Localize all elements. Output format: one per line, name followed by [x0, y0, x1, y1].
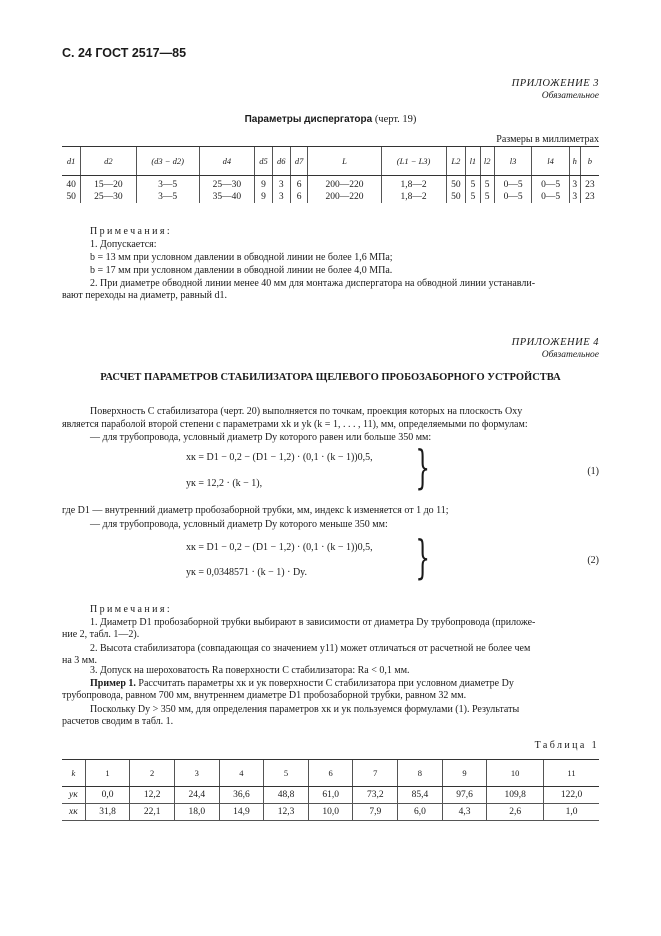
column-header: 1 — [85, 760, 130, 787]
table-cell: 23 — [580, 176, 599, 192]
example-bold: Пример 1. — [90, 678, 136, 689]
table-cell: 7,9 — [353, 804, 398, 821]
table-cell: 200—220 — [308, 191, 381, 203]
formula-2b: yк = 0,0348571 · (k − 1) · Dy. — [186, 567, 308, 578]
table-row-xk — [62, 804, 599, 821]
table-cell: 61,0 — [308, 787, 353, 804]
equation-number-1: (1) — [587, 466, 599, 477]
example-2-line1: Поскольку Dy > 350 мм, для определения параметров xк и yк пользуемся формулами (1). Результаты — [90, 704, 520, 715]
table-cell: 1,0 — [544, 804, 600, 821]
note-1-line2: ние 2, табл. 1—2). — [62, 629, 140, 640]
table1-label: Таблица 1 — [534, 740, 599, 751]
example-1 — [90, 677, 514, 690]
note-2-line2: на 3 мм. — [62, 655, 97, 666]
table-cell: 6 — [290, 176, 308, 192]
table-cell: 5 — [466, 176, 480, 192]
table-cell: 0—5 — [532, 176, 570, 192]
row-label: yк — [62, 787, 85, 804]
table-cell: 12,2 — [130, 787, 175, 804]
note-1b: b = 17 мм при условном давлении в обводной линии не более 4,0 МПа. — [90, 265, 393, 276]
table-cell: 5 — [480, 176, 494, 192]
column-header: 4 — [219, 760, 264, 787]
para1-line3: — для трубопровода, условный диаметр Dy которого равен или больше 350 мм: — [90, 432, 432, 443]
table-cell: 35—40 — [199, 191, 254, 203]
table-cell: 24,4 — [174, 787, 219, 804]
column-header: 11 — [544, 760, 600, 787]
table-header-row — [62, 147, 599, 176]
para1-line2: является параболой второй степени с параметрами xk и yk (k = 1, . . . , 11), мм, определяемыми по формулам: — [62, 419, 528, 430]
table-cell: 3 — [272, 191, 290, 203]
column-header: 5 — [264, 760, 309, 787]
appendix3-title: ПРИЛОЖЕНИЕ 3 — [511, 78, 599, 89]
table-cell: 6 — [290, 191, 308, 203]
table-cell: 3 — [569, 191, 580, 203]
table-cell: 1,8—2 — [381, 191, 446, 203]
table-cell: 25—30 — [199, 176, 254, 192]
appendix3-heading — [512, 78, 599, 102]
table-cell: 15—20 — [81, 176, 136, 192]
notes-title: Примечания: — [90, 226, 173, 237]
column-header: l1 — [466, 147, 480, 176]
table-cell: 25—30 — [81, 191, 136, 203]
para1-line1: Поверхность C стабилизатора (черт. 20) выполняется по точкам, проекция которых на плоскость Oxy — [90, 406, 523, 417]
table-cell: 9 — [255, 176, 273, 192]
appendix3-notes — [90, 225, 535, 290]
table-cell: 0,0 — [85, 787, 130, 804]
caption-ref: (черт. 19) — [374, 114, 417, 125]
page-header: С. 24 ГОСТ 2517—85 — [62, 46, 187, 60]
table-cell: 22,1 — [130, 804, 175, 821]
column-header: d2 — [81, 147, 136, 176]
table-cell: 85,4 — [398, 787, 443, 804]
table-row-yk — [62, 787, 599, 804]
note-1-line1: 1. Диаметр D1 пробозаборной трубки выбирают в зависимости от диаметра Dy трубопровода (приложе- — [90, 617, 536, 628]
table-cell: 6,0 — [398, 804, 443, 821]
column-header: d7 — [290, 147, 308, 176]
column-header: d4 — [199, 147, 254, 176]
table-cell: 2,6 — [487, 804, 544, 821]
column-header: l3 — [494, 147, 532, 176]
table-cell: 0—5 — [494, 176, 532, 192]
table-cell: 31,8 — [85, 804, 130, 821]
example-2-line2: расчетов сводим в табл. 1. — [62, 716, 174, 727]
where-line: где D1 — внутренний диаметр пробозаборной трубки, мм, индекс k изменяется от 1 до 11; — [62, 505, 449, 516]
table-cell: 18,0 — [174, 804, 219, 821]
table-cell: 23 — [580, 191, 599, 203]
table-cell: 50 — [446, 191, 466, 203]
column-header: 6 — [308, 760, 353, 787]
appendix4-title: ПРИЛОЖЕНИЕ 4 — [511, 337, 599, 348]
appendix3-caption — [62, 114, 599, 125]
table-cell: 40 — [66, 180, 76, 190]
table-cell: 0—5 — [494, 191, 532, 203]
column-header: (d3 − d2) — [136, 147, 199, 176]
table-cell: 73,2 — [353, 787, 398, 804]
column-header: 10 — [487, 760, 544, 787]
formula-2a: xк = D1 − 0,2 − (D1 − 1,2) · (0,1 · (k − 1))0,5, — [186, 542, 373, 553]
column-header: b — [580, 147, 599, 176]
column-header: 3 — [174, 760, 219, 787]
column-header: (L1 − L3) — [381, 147, 446, 176]
note-1a: b = 13 мм при условном давлении в обводной линии не более 1,6 МПа; — [90, 252, 393, 263]
table-cell: 1,8—2 — [381, 176, 446, 192]
table-cell: 9 — [255, 191, 273, 203]
note-3: 3. Допуск на шероховатость Ra поверхности C стабилизатора: Ra < 0,1 мм. — [90, 665, 410, 676]
table-cell: 50 — [66, 192, 76, 202]
table-cell: 36,6 — [219, 787, 264, 804]
column-header: d5 — [255, 147, 273, 176]
equation-number-2: (2) — [587, 555, 599, 566]
table-cell: 0—5 — [532, 191, 570, 203]
column-header: 9 — [442, 760, 487, 787]
table-cell: 3 — [272, 176, 290, 192]
table-cell: 5 — [480, 191, 494, 203]
table-cell: 10,0 — [308, 804, 353, 821]
column-header: 8 — [398, 760, 443, 787]
note-1: 1. Допускается: — [90, 239, 157, 250]
table-cell: 3 — [569, 176, 580, 192]
column-header: k — [62, 760, 85, 787]
row-label: xк — [62, 804, 85, 821]
appendix4-main-heading: РАСЧЕТ ПАРАМЕТРОВ СТАБИЛИЗАТОРА ЩЕЛЕВОГО ПРОБОЗАБОРНОГО УСТРОЙСТВА — [100, 372, 561, 383]
appendix4-notes — [90, 603, 535, 629]
column-header: h — [569, 147, 580, 176]
table-cell: 12,3 — [264, 804, 309, 821]
column-header: 7 — [353, 760, 398, 787]
column-header: l2 — [480, 147, 494, 176]
notes-title: Примечания: — [90, 604, 173, 615]
table-cell: 50 — [446, 176, 466, 192]
table-cell: 5 — [466, 191, 480, 203]
table-cell: 200—220 — [308, 176, 381, 192]
table-cell: 122,0 — [544, 787, 600, 804]
table-cell: 3—5 — [136, 191, 199, 203]
example-text: Рассчитать параметры xк и yк поверхности C стабилизатора при условном диаметре Dy — [138, 678, 514, 689]
table-cell: 14,9 — [219, 804, 264, 821]
table-row — [62, 176, 599, 192]
appendix4-status: Обязательное — [541, 350, 599, 360]
column-header: L2 — [446, 147, 466, 176]
table-cell: 48,8 — [264, 787, 309, 804]
note-2-line2: вают переходы на диаметр, равный d1. — [62, 290, 227, 301]
brace-1: } — [415, 440, 430, 494]
note-2-line1: 2. При диаметре обводной линии менее 40 мм для монтажа диспергатора на обводной линии устанавли- — [90, 278, 536, 289]
table-cell: 3—5 — [136, 176, 199, 192]
table-cell: 109,8 — [487, 787, 544, 804]
note-2-line1: 2. Высота стабилизатора (совпадающая со значением y11) может отличаться от расчетной не более чем — [90, 643, 531, 654]
table-row — [62, 191, 599, 203]
table-header-row — [62, 760, 599, 787]
appendix3-status: Обязательное — [541, 91, 599, 101]
column-header: 2 — [130, 760, 175, 787]
brace-2: } — [415, 530, 430, 584]
para2: — для трубопровода, условный диаметр Dy которого меньше 350 мм: — [90, 519, 388, 530]
table-cell: 97,6 — [442, 787, 487, 804]
example-1-line2: трубопровода, равном 700 мм, внутреннем диаметре D1 пробозаборной трубки, равном 32 мм. — [62, 690, 467, 701]
appendix4-heading — [512, 337, 599, 361]
caption-bold: Параметры диспергатора — [244, 114, 373, 125]
formula-1b: yк = 12,2 · (k − 1), — [186, 478, 263, 489]
dispergator-table — [62, 146, 599, 203]
column-header: d1 — [62, 147, 81, 176]
stabilizer-table — [62, 759, 599, 821]
column-header: L — [308, 147, 381, 176]
column-header: d6 — [272, 147, 290, 176]
formula-1a: xк = D1 − 0,2 − (D1 − 1,2) · (0,1 · (k − 1))0,5, — [186, 452, 373, 463]
table-cell: 4,3 — [442, 804, 487, 821]
column-header: l4 — [532, 147, 570, 176]
units-note: Размеры в миллиметрах — [496, 134, 599, 145]
